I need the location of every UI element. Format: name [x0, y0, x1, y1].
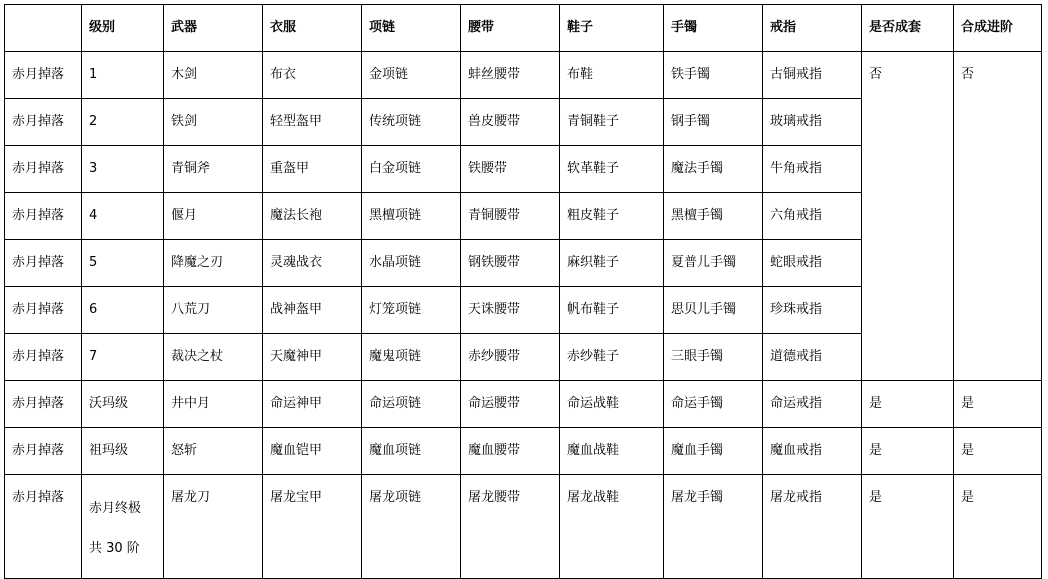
- cell-armor: 魔法长袍: [263, 193, 362, 240]
- cell-ring: 玻璃戒指: [763, 99, 862, 146]
- cell-belt: 青铜腰带: [461, 193, 560, 240]
- cell-weapon: 怒斩: [164, 428, 263, 475]
- cell-upgrade: 是: [954, 475, 1042, 579]
- header-cell-level: 级别: [82, 5, 164, 52]
- cell-level: 6: [82, 287, 164, 334]
- cell-shoes: 布鞋: [560, 52, 664, 99]
- cell-shoes: 命运战鞋: [560, 381, 664, 428]
- cell-necklace: 命运项链: [362, 381, 461, 428]
- cell-ring: 古铜戒指: [763, 52, 862, 99]
- cell-ring: 蛇眼戒指: [763, 240, 862, 287]
- cell-shoes: 屠龙战鞋: [560, 475, 664, 579]
- cell-ring: 道德戒指: [763, 334, 862, 381]
- header-cell-necklace: 项链: [362, 5, 461, 52]
- cell-source: 赤月掉落: [5, 240, 82, 287]
- cell-level: 赤月终极 共 30 阶: [82, 475, 164, 579]
- cell-shoes: 帆布鞋子: [560, 287, 664, 334]
- cell-shoes: 软革鞋子: [560, 146, 664, 193]
- header-cell-set: 是否成套: [862, 5, 954, 52]
- cell-armor: 战神盔甲: [263, 287, 362, 334]
- cell-bracelet: 铁手镯: [664, 52, 763, 99]
- cell-upgrade-merged: 否: [954, 52, 1042, 381]
- header-cell-bracelet: 手镯: [664, 5, 763, 52]
- cell-armor: 灵魂战衣: [263, 240, 362, 287]
- cell-belt: 铁腰带: [461, 146, 560, 193]
- cell-necklace: 屠龙项链: [362, 475, 461, 579]
- cell-necklace: 灯笼项链: [362, 287, 461, 334]
- cell-source: 赤月掉落: [5, 334, 82, 381]
- cell-weapon: 裁决之杖: [164, 334, 263, 381]
- cell-belt: 天诛腰带: [461, 287, 560, 334]
- header-cell-belt: 腰带: [461, 5, 560, 52]
- header-cell-shoes: 鞋子: [560, 5, 664, 52]
- cell-bracelet: 钢手镯: [664, 99, 763, 146]
- cell-level: 4: [82, 193, 164, 240]
- cell-necklace: 魔鬼项链: [362, 334, 461, 381]
- cell-source: 赤月掉落: [5, 146, 82, 193]
- cell-bracelet: 魔血手镯: [664, 428, 763, 475]
- cell-ring: 珍珠戒指: [763, 287, 862, 334]
- header-row: [5, 5, 1042, 52]
- cell-belt: 兽皮腰带: [461, 99, 560, 146]
- table-row: [5, 52, 1042, 99]
- header-cell-upgrade: 合成进阶: [954, 5, 1042, 52]
- cell-source: 赤月掉落: [5, 475, 82, 579]
- table-body: [5, 5, 1042, 579]
- cell-shoes: 赤纱鞋子: [560, 334, 664, 381]
- cell-shoes: 魔血战鞋: [560, 428, 664, 475]
- cell-ring: 命运戒指: [763, 381, 862, 428]
- header-cell-weapon: 武器: [164, 5, 263, 52]
- cell-weapon: 偃月: [164, 193, 263, 240]
- cell-necklace: 黑檀项链: [362, 193, 461, 240]
- cell-ring: 六角戒指: [763, 193, 862, 240]
- cell-necklace: 传统项链: [362, 99, 461, 146]
- cell-weapon: 青铜斧: [164, 146, 263, 193]
- cell-armor: 轻型盔甲: [263, 99, 362, 146]
- cell-belt: 蚌丝腰带: [461, 52, 560, 99]
- cell-bracelet: 屠龙手镯: [664, 475, 763, 579]
- cell-level: 1: [82, 52, 164, 99]
- cell-weapon: 屠龙刀: [164, 475, 263, 579]
- cell-armor: 重盔甲: [263, 146, 362, 193]
- header-cell-armor: 衣服: [263, 5, 362, 52]
- table-row: [5, 475, 1042, 579]
- cell-armor: 屠龙宝甲: [263, 475, 362, 579]
- cell-belt: 屠龙腰带: [461, 475, 560, 579]
- table-row: [5, 381, 1042, 428]
- cell-source: 赤月掉落: [5, 381, 82, 428]
- cell-armor: 魔血铠甲: [263, 428, 362, 475]
- cell-bracelet: 夏普儿手镯: [664, 240, 763, 287]
- cell-ring: 屠龙戒指: [763, 475, 862, 579]
- cell-weapon: 降魔之刃: [164, 240, 263, 287]
- cell-bracelet: 魔法手镯: [664, 146, 763, 193]
- cell-ring: 牛角戒指: [763, 146, 862, 193]
- cell-level: 祖玛级: [82, 428, 164, 475]
- cell-weapon: 木剑: [164, 52, 263, 99]
- cell-ring: 魔血戒指: [763, 428, 862, 475]
- cell-source: 赤月掉落: [5, 287, 82, 334]
- cell-belt: 命运腰带: [461, 381, 560, 428]
- cell-weapon: 铁剑: [164, 99, 263, 146]
- cell-upgrade: 是: [954, 381, 1042, 428]
- cell-upgrade: 是: [954, 428, 1042, 475]
- cell-shoes: 粗皮鞋子: [560, 193, 664, 240]
- header-cell-ring: 戒指: [763, 5, 862, 52]
- cell-level: 7: [82, 334, 164, 381]
- cell-bracelet: 命运手镯: [664, 381, 763, 428]
- cell-set: 是: [862, 428, 954, 475]
- cell-armor: 布衣: [263, 52, 362, 99]
- cell-weapon: 八荒刀: [164, 287, 263, 334]
- cell-set-merged: 否: [862, 52, 954, 381]
- cell-shoes: 青铜鞋子: [560, 99, 664, 146]
- cell-level: 5: [82, 240, 164, 287]
- cell-bracelet: 思贝儿手镯: [664, 287, 763, 334]
- cell-belt: 钢铁腰带: [461, 240, 560, 287]
- cell-source: 赤月掉落: [5, 52, 82, 99]
- cell-level: 3: [82, 146, 164, 193]
- cell-source: 赤月掉落: [5, 193, 82, 240]
- cell-level: 沃玛级: [82, 381, 164, 428]
- cell-necklace: 金项链: [362, 52, 461, 99]
- equipment-table: [4, 4, 1042, 579]
- cell-belt: 魔血腰带: [461, 428, 560, 475]
- cell-shoes: 麻织鞋子: [560, 240, 664, 287]
- cell-necklace: 魔血项链: [362, 428, 461, 475]
- header-cell-corner: [5, 5, 82, 52]
- cell-bracelet: 黑檀手镯: [664, 193, 763, 240]
- cell-set: 是: [862, 475, 954, 579]
- cell-level: 2: [82, 99, 164, 146]
- cell-weapon: 井中月: [164, 381, 263, 428]
- cell-necklace: 水晶项链: [362, 240, 461, 287]
- cell-set: 是: [862, 381, 954, 428]
- cell-bracelet: 三眼手镯: [664, 334, 763, 381]
- cell-source: 赤月掉落: [5, 99, 82, 146]
- cell-armor: 天魔神甲: [263, 334, 362, 381]
- cell-source: 赤月掉落: [5, 428, 82, 475]
- cell-necklace: 白金项链: [362, 146, 461, 193]
- cell-belt: 赤纱腰带: [461, 334, 560, 381]
- table-row: [5, 428, 1042, 475]
- cell-armor: 命运神甲: [263, 381, 362, 428]
